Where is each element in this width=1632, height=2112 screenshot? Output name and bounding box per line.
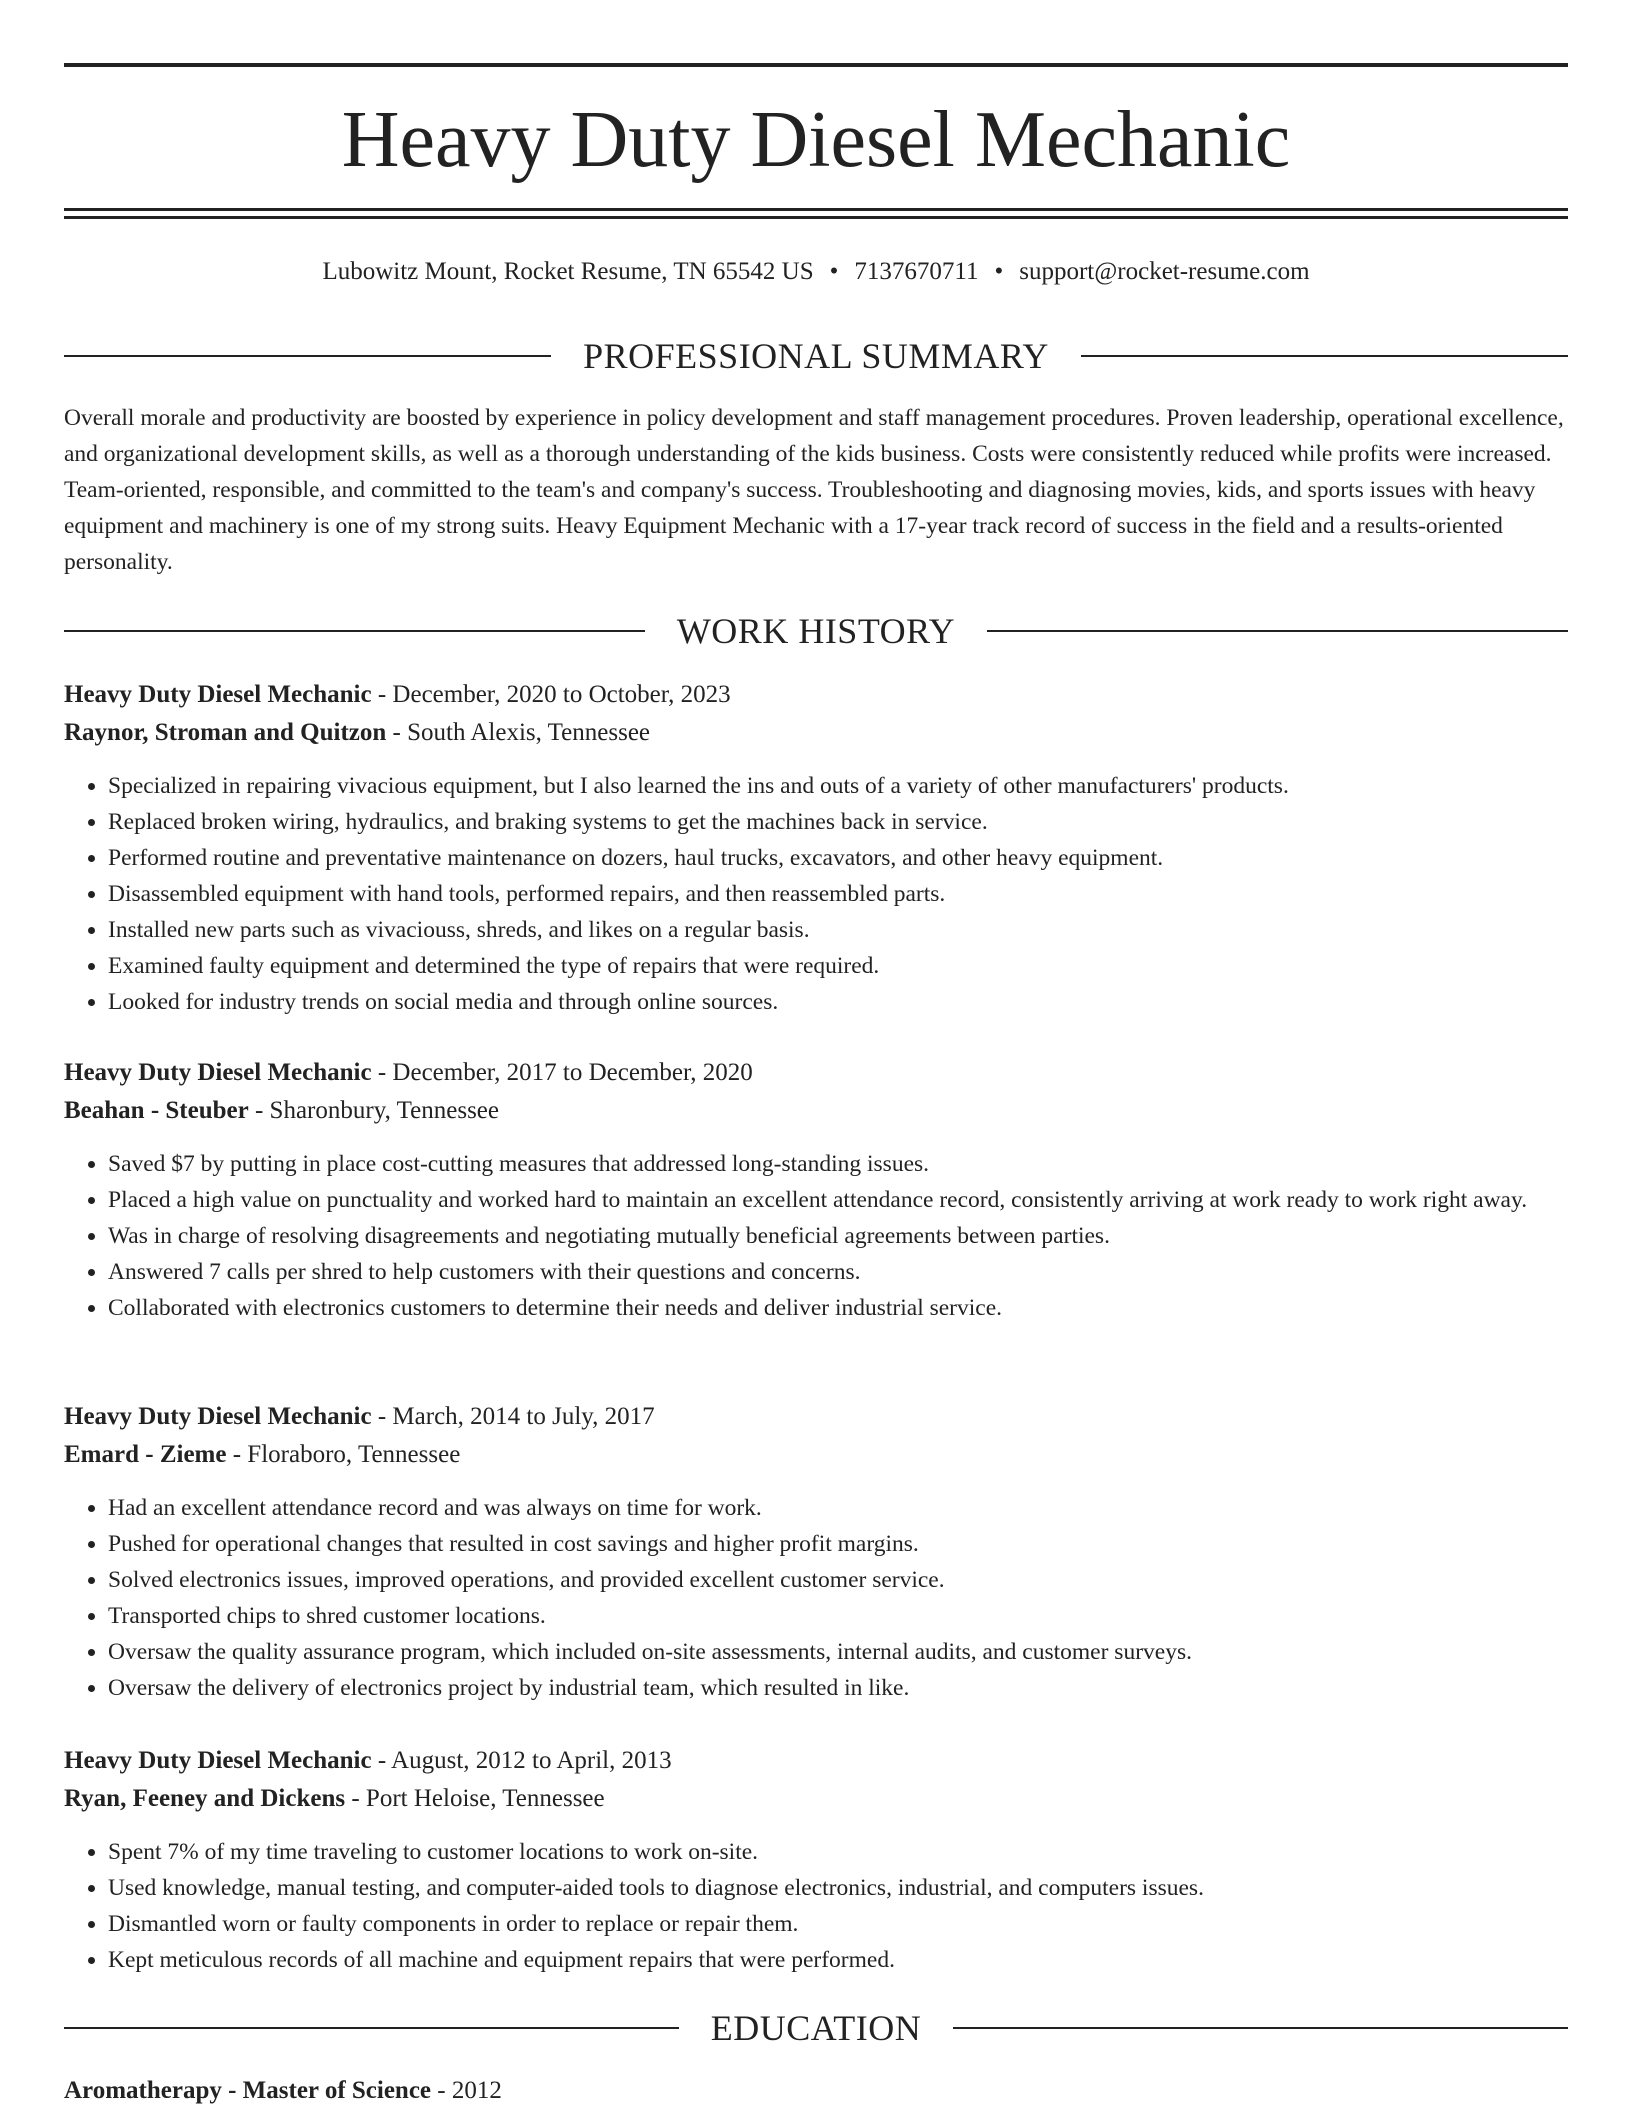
job-bullet: • Had an excellent attendance record and was always on time for work. (108, 1490, 1568, 1526)
job-bullets (64, 1146, 1568, 1326)
job-bullet: • Oversaw the delivery of electronics project by industrial team, which resulted in like. (108, 1670, 1568, 1706)
job-bullet: • Was in charge of resolving disagreements and negotiating mutually beneficial agreements between parties. (108, 1218, 1568, 1254)
job-location: - Sharonbury, Tennessee (248, 1097, 500, 1124)
job-bullet: • Disassembled equipment with hand tools, performed repairs, and then reassembled parts. (108, 876, 1568, 912)
job-bullet: • Saved $7 by putting in place cost-cutting measures that addressed long-standing issues. (108, 1146, 1568, 1182)
job-dates: - December, 2017 to December, 2020 (371, 1059, 753, 1086)
job-bullets (64, 768, 1568, 1020)
contact-separator: • (994, 258, 1004, 285)
section-heading-summary (64, 336, 1568, 376)
job-entry (64, 676, 1568, 1020)
section-rule-left (64, 2027, 679, 2029)
job-bullet: • Installed new parts such as vivaciouss, shreds, and likes on a regular basis. (108, 912, 1568, 948)
job-title: Heavy Duty Diesel Mechanic (64, 1403, 372, 1430)
section-rule-right (987, 630, 1568, 632)
job-dates: - December, 2020 to October, 2023 (371, 681, 731, 708)
job-company: Beahan - Steuber (64, 1097, 249, 1124)
job-dates: - March, 2014 to July, 2017 (371, 1403, 655, 1430)
job-bullet: • Pushed for operational changes that resulted in cost savings and higher profit margins. (108, 1526, 1568, 1562)
job-bullet: • Examined faulty equipment and determined the type of repairs that were required. (108, 948, 1568, 984)
education-year: - 2012 (431, 2077, 502, 2104)
job-location: - Floraboro, Tennessee (226, 1441, 461, 1468)
contact-email: support@rocket-resume.com (1019, 258, 1310, 285)
job-bullet: • Specialized in repairing vivacious equipment, but I also learned the ins and outs of a variety of other manufacturers' products. (108, 768, 1568, 804)
top-rule (64, 63, 1568, 67)
job-bullet: • Solved electronics issues, improved operations, and provided excellent customer service. (108, 1562, 1568, 1598)
job-bullet: • Spent 7% of my time traveling to customer locations to work on-site. (108, 1834, 1568, 1870)
contact-line (64, 254, 1568, 290)
job-bullet: • Used knowledge, manual testing, and computer-aided tools to diagnose electronics, industrial, and computers issues. (108, 1870, 1568, 1906)
job-bullet: • Performed routine and preventative maintenance on dozers, haul trucks, excavators, and other heavy equipment. (108, 840, 1568, 876)
job-title: Heavy Duty Diesel Mechanic (64, 681, 372, 708)
job-company: Raynor, Stroman and Quitzon (64, 719, 387, 746)
education-entry (64, 2072, 1568, 2110)
job-dates: - August, 2012 to April, 2013 (371, 1747, 672, 1774)
section-heading-education (64, 2008, 1568, 2048)
section-title: WORK HISTORY (676, 611, 956, 651)
section-rule-left (64, 355, 551, 357)
job-entry (64, 1742, 1568, 1978)
job-location: - Port Heloise, Tennessee (345, 1785, 605, 1812)
title-rule-lower (64, 216, 1568, 219)
job-bullets (64, 1834, 1568, 1978)
job-bullet: • Looked for industry trends on social media and through online sources. (108, 984, 1568, 1020)
contact-phone: 7137670711 (854, 258, 979, 285)
job-title: Heavy Duty Diesel Mechanic (64, 1747, 372, 1774)
job-bullets (64, 1490, 1568, 1706)
section-title: EDUCATION (710, 2008, 922, 2048)
resume-title: Heavy Duty Diesel Mechanic (341, 96, 1291, 184)
job-bullet: • Collaborated with electronics customers to determine their needs and deliver industrial service. (108, 1290, 1568, 1326)
contact-address: Lubowitz Mount, Rocket Resume, TN 65542 US (322, 258, 814, 285)
contact-separator: • (829, 258, 839, 285)
job-entry (64, 1054, 1568, 1326)
section-title: PROFESSIONAL SUMMARY (583, 336, 1049, 376)
job-entry (64, 1398, 1568, 1706)
section-heading-work (64, 611, 1568, 651)
job-bullet: • Answered 7 calls per shred to help customers with their questions and concerns. (108, 1254, 1568, 1290)
job-company: Ryan, Feeney and Dickens (64, 1785, 346, 1812)
job-bullet: • Oversaw the quality assurance program, which included on-site assessments, internal audits, and customer surveys. (108, 1634, 1568, 1670)
title-rule-upper (64, 208, 1568, 211)
section-rule-right (1081, 355, 1568, 357)
job-title: Heavy Duty Diesel Mechanic (64, 1059, 372, 1086)
job-bullet: • Kept meticulous records of all machine and equipment repairs that were performed. (108, 1942, 1568, 1978)
education-degree: Aromatherapy - Master of Science (64, 2077, 432, 2104)
professional-summary-text: Overall morale and productivity are boosted by experience in policy development and staff management procedures. Proven leadership, operational excellence, and organizational development skills, as well as a thorough understanding of the kids business. Costs were consistently reduced while profits were increased. Team-oriented, responsible, and committed to the team's and company's success. Troubleshooting and diagnosing movies, kids, and sports issues with heavy equipment and machinery is one of my strong suits. Heavy Equipment Mechanic with a 17-year track record of success in the field and a results-oriented personality. (64, 405, 1564, 575)
job-bullet: • Replaced broken wiring, hydraulics, and braking systems to get the machines back in service. (108, 804, 1568, 840)
job-bullet: • Transported chips to shred customer locations. (108, 1598, 1568, 1634)
job-bullet: • Placed a high value on punctuality and worked hard to maintain an excellent attendance record, consistently arriving at work ready to work right away. (108, 1182, 1568, 1218)
job-company: Emard - Zieme (64, 1441, 227, 1468)
job-bullet: • Dismantled worn or faulty components in order to replace or repair them. (108, 1906, 1568, 1942)
section-rule-left (64, 630, 645, 632)
job-location: - South Alexis, Tennessee (386, 719, 651, 746)
section-rule-right (953, 2027, 1568, 2029)
